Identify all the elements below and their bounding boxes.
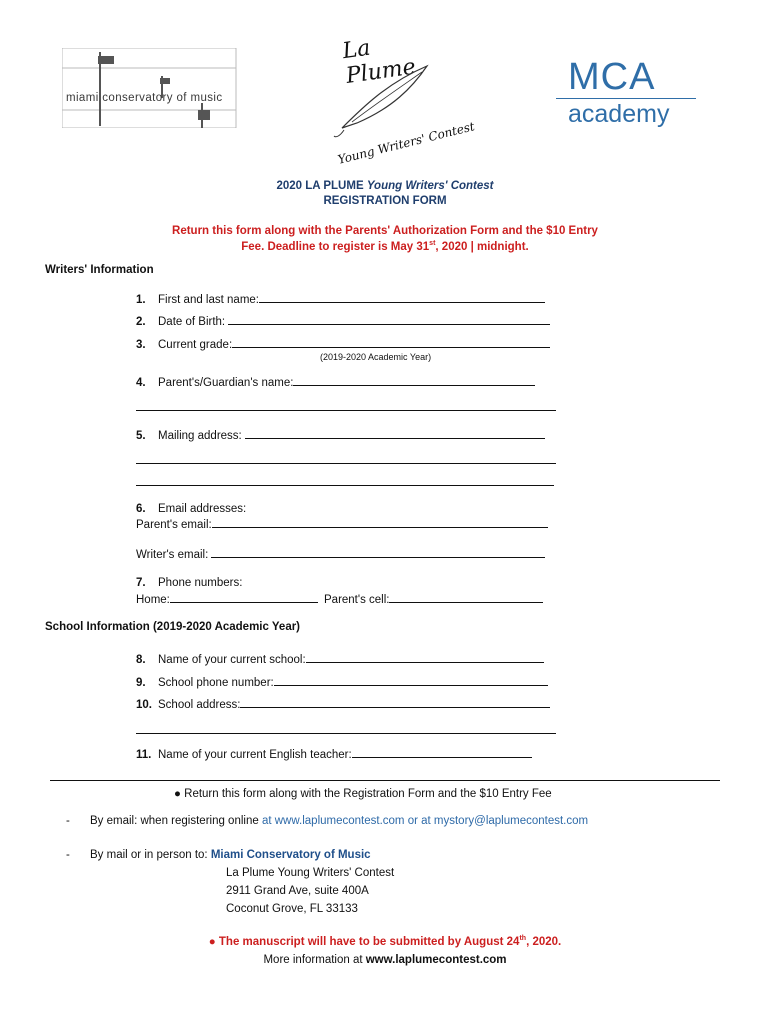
miami-conservatory-logo <box>62 48 238 128</box>
address-line3: Coconut Grove, FL 33133 <box>226 903 358 915</box>
la-plume-subtitle: Young Writers' Contest <box>336 119 477 167</box>
field-mailing-address[interactable]: 5. Mailing address: <box>136 428 545 442</box>
mca-logo-text: MCA <box>568 56 656 98</box>
mail-submission-label: By mail or in person to: Miami Conservatory of Music <box>90 849 371 861</box>
feather-icon <box>332 58 432 138</box>
field-date-of-birth[interactable]: 2. Date of Birth: <box>136 314 550 328</box>
deadline-notice-line2: Fee. Deadline to register is May 31st, 2020 | midnight. <box>241 240 529 253</box>
field-parent-cell[interactable]: Parent's cell: <box>324 592 543 606</box>
website-link[interactable]: www.laplumecontest.com <box>274 815 405 827</box>
form-title: 2020 LA PLUME Young Writers' Contest <box>276 180 494 192</box>
music-staff-icon <box>62 48 238 128</box>
return-form-note: ● Return this form along with the Registration Form and the $10 Entry Fee <box>174 788 552 800</box>
contact-email-link[interactable]: mystory@laplumecontest.com <box>433 815 589 827</box>
field-school-phone[interactable]: 9. School phone number: <box>136 675 548 689</box>
email-dash: - <box>66 815 70 827</box>
more-info-website[interactable]: www.laplumecontest.com <box>365 954 507 966</box>
school-address-line2[interactable] <box>136 733 556 734</box>
field-guardian-name[interactable]: 4. Parent's/Guardian's name: <box>136 375 535 389</box>
writers-info-heading: Writers' Information <box>45 264 154 276</box>
section-divider <box>50 780 720 781</box>
field-english-teacher[interactable]: 11. Name of your current English teacher: <box>136 747 532 761</box>
mailing-address-line3[interactable] <box>136 485 554 486</box>
mcm-logo-text: miami conservatory of music <box>66 92 223 104</box>
la-plume-logo-text: La Plume <box>341 35 418 89</box>
mca-academy-logo <box>556 58 698 138</box>
field-current-grade[interactable]: 3. Current grade: <box>136 337 550 351</box>
field-first-last-name[interactable]: 1. First and last name: <box>136 292 545 306</box>
guardian-name-line2[interactable] <box>136 410 556 411</box>
more-info-line: More information at www.laplumecontest.com <box>263 954 507 966</box>
field-parent-email[interactable]: Parent's email: <box>136 517 548 531</box>
mail-dash: - <box>66 849 70 861</box>
org-name: Miami Conservatory of Music <box>210 849 371 861</box>
manuscript-deadline: ● The manuscript will have to be submitted by August 24th, 2020. <box>208 935 562 948</box>
address-line2: 2911 Grand Ave, suite 400A <box>226 885 369 897</box>
academic-year-note: (2019-2020 Academic Year) <box>320 352 432 362</box>
email-addresses-label: 6. Email addresses: <box>136 503 247 515</box>
field-home-phone[interactable]: Home: <box>136 592 318 606</box>
academy-logo-text: academy <box>568 100 670 128</box>
la-plume-logo <box>318 28 477 178</box>
address-line1: La Plume Young Writers' Contest <box>226 867 395 879</box>
field-school-address[interactable]: 10. School address: <box>136 697 550 711</box>
form-subtitle: REGISTRATION FORM <box>323 195 447 207</box>
school-info-heading: School Information (2019-2020 Academic Year) <box>45 621 301 633</box>
deadline-notice-line1: Return this form along with the Parents' Authorization Form and the $10 Entry <box>172 225 598 237</box>
field-school-name[interactable]: 8. Name of your current school: <box>136 652 544 666</box>
mailing-address-line2[interactable] <box>136 463 556 464</box>
mca-logo-divider <box>556 98 696 99</box>
email-submission-line: By email: when registering online at www.laplumecontest.com or at mystory@laplumecontest.com <box>90 815 589 827</box>
field-writer-email[interactable]: Writer's email: <box>136 547 545 561</box>
phone-numbers-label: 7. Phone numbers: <box>136 577 243 589</box>
